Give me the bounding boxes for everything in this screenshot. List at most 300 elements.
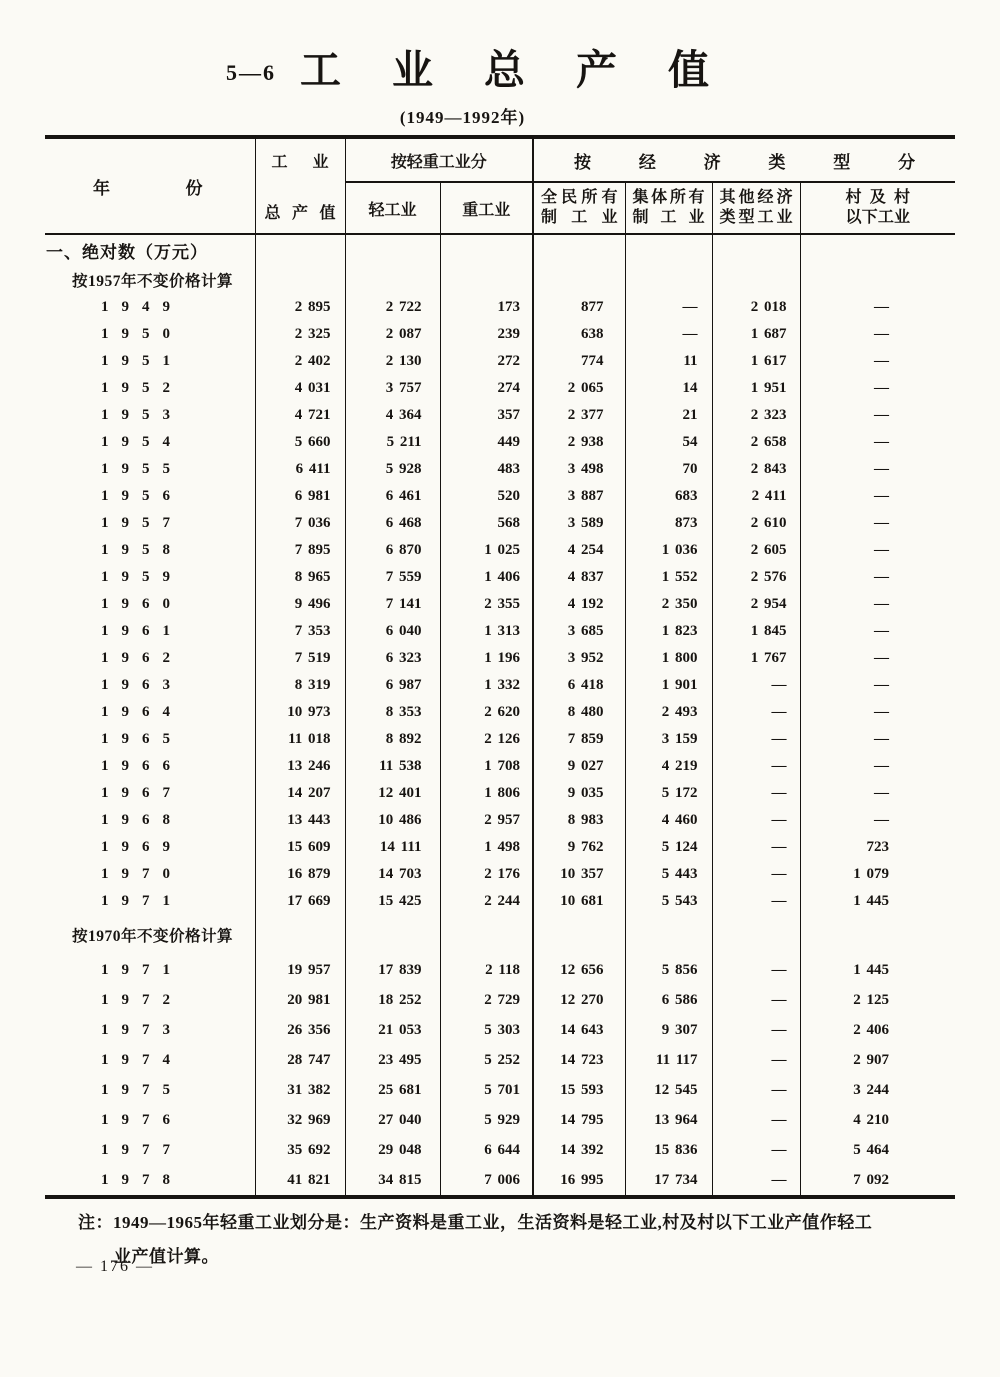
value-cell: 7 859	[533, 726, 625, 753]
value-cell: 2 658	[712, 429, 800, 456]
value-cell: 20 981	[255, 985, 345, 1015]
subtitle-year-range: (1949—1992年)	[399, 108, 526, 127]
value-cell: 1 823	[625, 618, 712, 645]
value-cell: 4 031	[255, 375, 345, 402]
value-cell: 3 685	[533, 618, 625, 645]
value-cell: 5 928	[345, 456, 440, 483]
value-cell: 14 207	[255, 780, 345, 807]
value-cell: —	[712, 1015, 800, 1045]
value-cell: 14 643	[533, 1015, 625, 1045]
value-cell: 2 126	[440, 726, 533, 753]
value-cell: 7 519	[255, 645, 345, 672]
year-cell: 1949	[101, 299, 183, 315]
value-cell: —	[712, 672, 800, 699]
value-cell: 14 111	[345, 834, 440, 861]
value-cell: 4 210	[800, 1105, 955, 1135]
year-cell: 1976	[101, 1111, 183, 1128]
year-cell: 1956	[101, 488, 183, 504]
col-header-village-line2: 以下工业	[845, 209, 911, 226]
value-cell: 8 892	[345, 726, 440, 753]
col-header-heavy	[440, 182, 533, 234]
col-header-state-owned	[533, 182, 625, 234]
table-row	[45, 753, 955, 780]
year-cell: 1964	[101, 704, 183, 720]
value-cell: 1 951	[712, 375, 800, 402]
value-cell: 9 027	[533, 753, 625, 780]
value-cell: 8 480	[533, 699, 625, 726]
col-group-economic	[533, 137, 955, 182]
col-header-heavy-label: 重工业	[462, 201, 511, 219]
table-row	[45, 375, 955, 402]
value-cell: 4 192	[533, 591, 625, 618]
value-cell: —	[712, 955, 800, 985]
table-row	[45, 1075, 955, 1105]
value-cell: 6 040	[345, 618, 440, 645]
value-cell: 2 954	[712, 591, 800, 618]
value-cell: 873	[625, 510, 712, 537]
value-cell: 14 723	[533, 1045, 625, 1075]
value-cell: 7 092	[800, 1165, 955, 1197]
value-cell: 3 589	[533, 510, 625, 537]
value-cell: 2 325	[255, 321, 345, 348]
value-cell: 1 196	[440, 645, 533, 672]
section-heading-row	[45, 234, 955, 266]
year-cell: 1967	[101, 785, 183, 801]
empty-cell	[440, 266, 533, 294]
col-header-state-line1: 全民所有	[541, 189, 618, 206]
value-cell: 1 901	[625, 672, 712, 699]
value-cell: —	[800, 564, 955, 591]
empty-cell	[712, 915, 800, 955]
value-cell: 13 964	[625, 1105, 712, 1135]
value-cell: 16 879	[255, 861, 345, 888]
table-row	[45, 888, 955, 915]
value-cell: 9 496	[255, 591, 345, 618]
value-cell: 9 307	[625, 1015, 712, 1045]
table-row	[45, 537, 955, 564]
value-cell: —	[712, 1105, 800, 1135]
value-cell: —	[800, 348, 955, 375]
table-row	[45, 834, 955, 861]
year-cell: 1978	[101, 1171, 183, 1188]
table-row	[45, 294, 955, 321]
value-cell: 2 576	[712, 564, 800, 591]
empty-cell	[440, 234, 533, 266]
value-cell: 15 593	[533, 1075, 625, 1105]
col-header-year-label: 年份	[93, 178, 203, 198]
value-cell: 6 981	[255, 483, 345, 510]
value-cell: 6 644	[440, 1135, 533, 1165]
value-cell: 8 965	[255, 564, 345, 591]
value-cell: —	[712, 780, 800, 807]
value-cell: 1 708	[440, 753, 533, 780]
value-cell: 2 125	[800, 985, 955, 1015]
title-block	[226, 48, 760, 93]
value-cell: 2 895	[255, 294, 345, 321]
value-cell: 1 498	[440, 834, 533, 861]
year-cell: 1971	[101, 893, 183, 909]
value-cell: 272	[440, 348, 533, 375]
col-header-collective	[625, 182, 712, 234]
value-cell: 6 870	[345, 537, 440, 564]
value-cell: —	[800, 321, 955, 348]
value-cell: 173	[440, 294, 533, 321]
value-cell: 2 355	[440, 591, 533, 618]
value-cell: 2 722	[345, 294, 440, 321]
value-cell: 31 382	[255, 1075, 345, 1105]
year-cell: 1972	[101, 991, 183, 1008]
value-cell: 27 040	[345, 1105, 440, 1135]
value-cell: —	[712, 726, 800, 753]
value-cell: 7 353	[255, 618, 345, 645]
year-cell: 1961	[101, 623, 183, 639]
value-cell: —	[800, 456, 955, 483]
table-row	[45, 402, 955, 429]
empty-cell	[533, 915, 625, 955]
value-cell: 683	[625, 483, 712, 510]
table-row	[45, 1045, 955, 1075]
table-row	[45, 483, 955, 510]
value-cell: —	[800, 699, 955, 726]
value-cell: 2 402	[255, 348, 345, 375]
col-group-light-heavy-label: 按轻重工业分	[390, 153, 487, 171]
value-cell: —	[800, 510, 955, 537]
empty-cell	[800, 915, 955, 955]
value-cell: 5 172	[625, 780, 712, 807]
value-cell: 2 729	[440, 985, 533, 1015]
value-cell: 483	[440, 456, 533, 483]
year-cell: 1971	[101, 961, 183, 978]
value-cell: 2 493	[625, 699, 712, 726]
table-row	[45, 1015, 955, 1045]
year-cell: 1951	[101, 353, 183, 369]
value-cell: 2 350	[625, 591, 712, 618]
value-cell: 1 806	[440, 780, 533, 807]
value-cell: 12 270	[533, 985, 625, 1015]
empty-cell	[800, 234, 955, 266]
value-cell: 15 836	[625, 1135, 712, 1165]
value-cell: 1 800	[625, 645, 712, 672]
value-cell: 7 895	[255, 537, 345, 564]
value-cell: 7 006	[440, 1165, 533, 1197]
value-cell: 2 411	[712, 483, 800, 510]
col-group-light-heavy	[345, 137, 533, 182]
year-cell: 1952	[101, 380, 183, 396]
value-cell: 10 681	[533, 888, 625, 915]
value-cell: 18 252	[345, 985, 440, 1015]
year-cell: 1957	[101, 515, 183, 531]
footnote-line1: 注：1949—1965年轻重工业划分是：生产资料是重工业，生活资料是轻工业,村及村以下工业产值作轻工	[78, 1213, 873, 1232]
value-cell: —	[712, 861, 800, 888]
value-cell: 7 036	[255, 510, 345, 537]
table-row	[45, 1165, 955, 1197]
value-cell: 7 559	[345, 564, 440, 591]
value-cell: 1 845	[712, 618, 800, 645]
value-cell: 2 907	[800, 1045, 955, 1075]
value-cell: 13 246	[255, 753, 345, 780]
col-header-other-economic	[712, 182, 800, 234]
value-cell: 638	[533, 321, 625, 348]
year-cell: 1968	[101, 812, 183, 828]
value-cell: 7 141	[345, 591, 440, 618]
page-number: — 176 —	[76, 1258, 154, 1275]
value-cell: 6 411	[255, 456, 345, 483]
value-cell: 12 545	[625, 1075, 712, 1105]
table-row	[45, 645, 955, 672]
col-header-total-line2: 总产值	[264, 205, 336, 222]
value-cell: 2 957	[440, 807, 533, 834]
value-cell: 28 747	[255, 1045, 345, 1075]
value-cell: —	[800, 672, 955, 699]
value-cell: 239	[440, 321, 533, 348]
value-cell: 1 079	[800, 861, 955, 888]
col-header-village	[800, 182, 955, 234]
value-cell: 8 983	[533, 807, 625, 834]
value-cell: 2 018	[712, 294, 800, 321]
value-cell: 10 973	[255, 699, 345, 726]
value-cell: 12 656	[533, 955, 625, 985]
col-header-year	[45, 137, 255, 234]
table-row	[45, 985, 955, 1015]
value-cell: 2 610	[712, 510, 800, 537]
value-cell: 4 219	[625, 753, 712, 780]
value-cell: 5 124	[625, 834, 712, 861]
value-cell: —	[800, 753, 955, 780]
value-cell: —	[712, 834, 800, 861]
value-cell: 877	[533, 294, 625, 321]
value-cell: 1 767	[712, 645, 800, 672]
value-cell: 5 701	[440, 1075, 533, 1105]
empty-cell	[625, 234, 712, 266]
table-row	[45, 348, 955, 375]
value-cell: 34 815	[345, 1165, 440, 1197]
value-cell: 5 464	[800, 1135, 955, 1165]
empty-cell	[440, 915, 533, 955]
value-cell: 5 660	[255, 429, 345, 456]
year-cell: 1955	[101, 461, 183, 477]
table-row	[45, 726, 955, 753]
value-cell: 5 443	[625, 861, 712, 888]
col-group-economic-label: 按经济类型分	[574, 152, 916, 172]
empty-cell	[625, 266, 712, 294]
col-header-collective-line1: 集体所有	[632, 189, 705, 206]
section-subheading-row	[45, 915, 955, 955]
section-label: 一、绝对数（万元）	[46, 243, 208, 262]
value-cell: 32 969	[255, 1105, 345, 1135]
value-cell: 2 130	[345, 348, 440, 375]
year-cell: 1974	[101, 1051, 183, 1068]
table-row	[45, 591, 955, 618]
table-row	[45, 456, 955, 483]
value-cell: 21	[625, 402, 712, 429]
value-cell: 2 323	[712, 402, 800, 429]
table-row	[45, 618, 955, 645]
value-cell: 2 176	[440, 861, 533, 888]
col-header-total	[255, 137, 345, 234]
value-cell: 6 586	[625, 985, 712, 1015]
table-header	[45, 137, 955, 234]
year-cell: 1958	[101, 542, 183, 558]
value-cell: 17 839	[345, 955, 440, 985]
value-cell: —	[712, 888, 800, 915]
col-header-other-line1: 其他经济	[719, 189, 793, 206]
value-cell: 35 692	[255, 1135, 345, 1165]
section-label: 按1957年不变价格计算	[72, 273, 234, 290]
value-cell: 54	[625, 429, 712, 456]
value-cell: 4 364	[345, 402, 440, 429]
empty-cell	[345, 915, 440, 955]
value-cell: 11	[625, 348, 712, 375]
value-cell: —	[800, 645, 955, 672]
value-cell: 6 323	[345, 645, 440, 672]
value-cell: 2 377	[533, 402, 625, 429]
value-cell: 14	[625, 375, 712, 402]
value-cell: —	[800, 780, 955, 807]
year-cell: 1977	[101, 1141, 183, 1158]
value-cell: —	[712, 699, 800, 726]
value-cell: 1 445	[800, 955, 955, 985]
value-cell: —	[712, 753, 800, 780]
year-cell: 1953	[101, 407, 183, 423]
table-row	[45, 1105, 955, 1135]
value-cell: —	[625, 321, 712, 348]
year-cell: 1962	[101, 650, 183, 666]
table-row	[45, 861, 955, 888]
table-row	[45, 321, 955, 348]
value-cell: 2 406	[800, 1015, 955, 1045]
value-cell: 568	[440, 510, 533, 537]
year-cell: 1965	[101, 731, 183, 747]
table-number: 5—6	[226, 60, 276, 85]
section-subheading-row	[45, 266, 955, 294]
value-cell: 1 332	[440, 672, 533, 699]
year-cell: 1966	[101, 758, 183, 774]
table-body	[45, 234, 955, 1197]
value-cell: 14 392	[533, 1135, 625, 1165]
value-cell: —	[712, 1135, 800, 1165]
value-cell: 11 018	[255, 726, 345, 753]
year-cell: 1954	[101, 434, 183, 450]
value-cell: 5 303	[440, 1015, 533, 1045]
empty-cell	[533, 266, 625, 294]
value-cell: 2 605	[712, 537, 800, 564]
value-cell: —	[800, 537, 955, 564]
value-cell: 3 244	[800, 1075, 955, 1105]
value-cell: 11 117	[625, 1045, 712, 1075]
table-row	[45, 807, 955, 834]
value-cell: 274	[440, 375, 533, 402]
value-cell: 4 837	[533, 564, 625, 591]
value-cell: —	[800, 591, 955, 618]
value-cell: 2 938	[533, 429, 625, 456]
value-cell: 19 957	[255, 955, 345, 985]
value-cell: 15 425	[345, 888, 440, 915]
year-cell: 1950	[101, 326, 183, 342]
value-cell: 3 887	[533, 483, 625, 510]
value-cell: 11 538	[345, 753, 440, 780]
value-cell: —	[800, 429, 955, 456]
data-table	[45, 135, 955, 1199]
value-cell: 13 443	[255, 807, 345, 834]
value-cell: 21 053	[345, 1015, 440, 1045]
value-cell: 15 609	[255, 834, 345, 861]
value-cell: —	[625, 294, 712, 321]
col-header-total-line1: 工业	[271, 154, 329, 171]
year-cell: 1959	[101, 569, 183, 585]
value-cell: 1 036	[625, 537, 712, 564]
col-header-light	[345, 182, 440, 234]
year-cell: 1975	[101, 1081, 183, 1098]
year-cell: 1969	[101, 839, 183, 855]
table-row	[45, 510, 955, 537]
value-cell: 70	[625, 456, 712, 483]
value-cell: 1 406	[440, 564, 533, 591]
value-cell: —	[800, 483, 955, 510]
value-cell: —	[800, 726, 955, 753]
empty-cell	[712, 234, 800, 266]
value-cell: —	[712, 1165, 800, 1197]
value-cell: 5 543	[625, 888, 712, 915]
value-cell: 25 681	[345, 1075, 440, 1105]
col-header-other-line2: 类型工业	[719, 209, 793, 226]
year-cell: 1960	[101, 596, 183, 612]
value-cell: 10 357	[533, 861, 625, 888]
value-cell: 1 025	[440, 537, 533, 564]
value-cell: 6 461	[345, 483, 440, 510]
value-cell: 3 159	[625, 726, 712, 753]
value-cell: 29 048	[345, 1135, 440, 1165]
value-cell: 41 821	[255, 1165, 345, 1197]
col-header-state-line2: 制工业	[541, 209, 618, 226]
value-cell: —	[712, 1075, 800, 1105]
table-row	[45, 780, 955, 807]
value-cell: 4 721	[255, 402, 345, 429]
value-cell: 3 757	[345, 375, 440, 402]
value-cell: —	[800, 375, 955, 402]
value-cell: 17 734	[625, 1165, 712, 1197]
value-cell: 12 401	[345, 780, 440, 807]
value-cell: 1 617	[712, 348, 800, 375]
value-cell: —	[800, 618, 955, 645]
value-cell: 520	[440, 483, 533, 510]
value-cell: 8 319	[255, 672, 345, 699]
value-cell: —	[712, 1045, 800, 1075]
value-cell: 2 843	[712, 456, 800, 483]
value-cell: 1 445	[800, 888, 955, 915]
value-cell: 4 254	[533, 537, 625, 564]
year-cell: 1973	[101, 1021, 183, 1038]
value-cell: 8 353	[345, 699, 440, 726]
page-title: 工业总产值	[300, 47, 760, 93]
value-cell: 6 468	[345, 510, 440, 537]
empty-cell	[345, 266, 440, 294]
value-cell: 16 995	[533, 1165, 625, 1197]
col-header-village-line1: 村及村	[845, 189, 911, 206]
value-cell: 5 211	[345, 429, 440, 456]
value-cell: 1 687	[712, 321, 800, 348]
empty-cell	[625, 915, 712, 955]
table-row	[45, 699, 955, 726]
table-row	[45, 564, 955, 591]
value-cell: 4 460	[625, 807, 712, 834]
table-row	[45, 955, 955, 985]
value-cell: —	[800, 402, 955, 429]
value-cell: 723	[800, 834, 955, 861]
value-cell: —	[712, 985, 800, 1015]
value-cell: 26 356	[255, 1015, 345, 1045]
col-header-light-label: 轻工业	[368, 201, 417, 219]
value-cell: 2 620	[440, 699, 533, 726]
